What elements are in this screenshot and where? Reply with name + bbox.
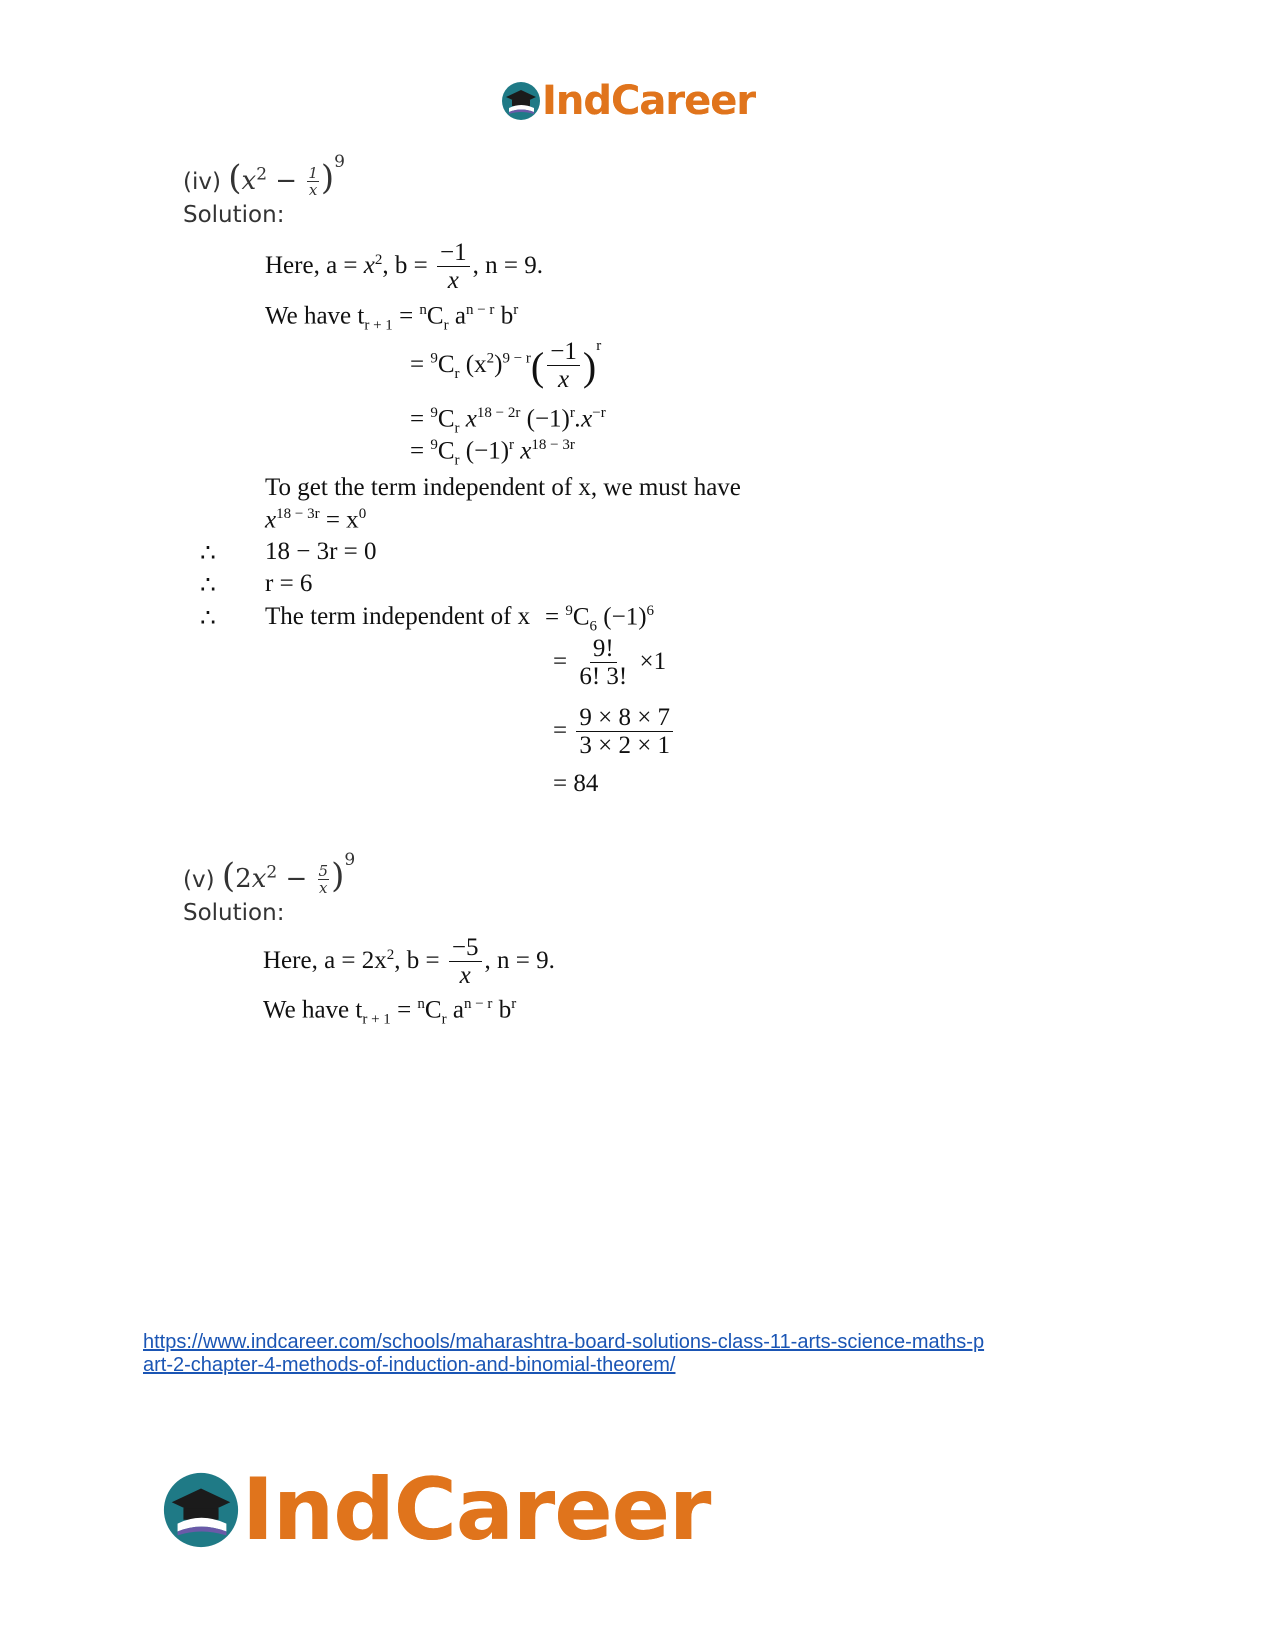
general-term-line: We have $t_{r + 1} = ^nC_r$ $a^{n - r}$ $b^r$ xyxy=(263,996,517,1028)
brand-name: IndCareer xyxy=(542,78,756,124)
power-equation: $x^{18 - 3r} = x^0$ xyxy=(265,506,367,534)
footer-logo xyxy=(160,1460,710,1560)
step-2: = $^9C_r$ $x^{18 - 2r}$ $(-1)^r.x^{-r}$ xyxy=(410,405,606,437)
solution-label: Solution: xyxy=(183,202,285,228)
solution-label: Solution: xyxy=(183,900,285,926)
therefore-symbol: ∴ xyxy=(200,572,216,599)
graduation-cap-book-icon xyxy=(160,1469,242,1551)
given-values-line: Here, $a = 2x^2$, b = $\frac{-5}{x}$ , n = 9. xyxy=(263,934,555,990)
fraction-step-1: = $\frac{9!}{6! 3!}$ ×1 xyxy=(553,635,667,691)
equation-2: r = 6 xyxy=(265,570,313,597)
term-independent-text: The term independent of x xyxy=(265,603,531,630)
given-values-line: Here, $a = x^2$, b = $\frac{-1}{x}$ , n = 9. xyxy=(265,239,543,295)
brand-name: IndCareer xyxy=(242,1460,711,1560)
question-label: (v) xyxy=(183,867,215,893)
graduation-cap-book-icon xyxy=(500,80,542,122)
question-label: (iv) xyxy=(183,169,221,195)
equation-1: 18 − 3r = 0 xyxy=(265,538,377,565)
term-independent-value: = $^9C_6$ $(-1)^6$ xyxy=(545,603,655,635)
source-link[interactable]: https://www.indcareer.com/schools/maharashtra-board-solutions-class-11-arts-science-maths-p art-2-chapter-4-methods-of-induction-and-binomial-theorem/ xyxy=(143,1331,985,1376)
question-v: (v) ($2x^2$ − $\frac{5}{x}$ )$^9$ xyxy=(183,850,356,897)
step-1: = $^9C_r$ $(x^2)^{9 - r}$( $\frac{-1}{x}$ )$^r$ xyxy=(410,337,602,394)
general-term-line: We have $t_{r + 1} = ^nC_r$ $a^{n - r}$ $b^r$ xyxy=(265,302,519,334)
final-result: = 84 xyxy=(553,770,599,797)
fraction-step-2: = $\frac{9 \times 8 \times 7}{3 \times 2 \times 1}$ xyxy=(553,705,676,760)
therefore-symbol: ∴ xyxy=(200,605,216,632)
therefore-symbol: ∴ xyxy=(200,540,216,567)
question-iv: (iv) ($x^2$ − $\frac{1}{x}$ )$^9$ xyxy=(183,152,345,199)
step-3: = $^9C_r$ $(-1)^r$ $x^{18 - 3r}$ xyxy=(410,437,575,469)
header-logo xyxy=(500,78,755,124)
independent-term-condition: To get the term independent of x, we must have xyxy=(265,474,741,501)
